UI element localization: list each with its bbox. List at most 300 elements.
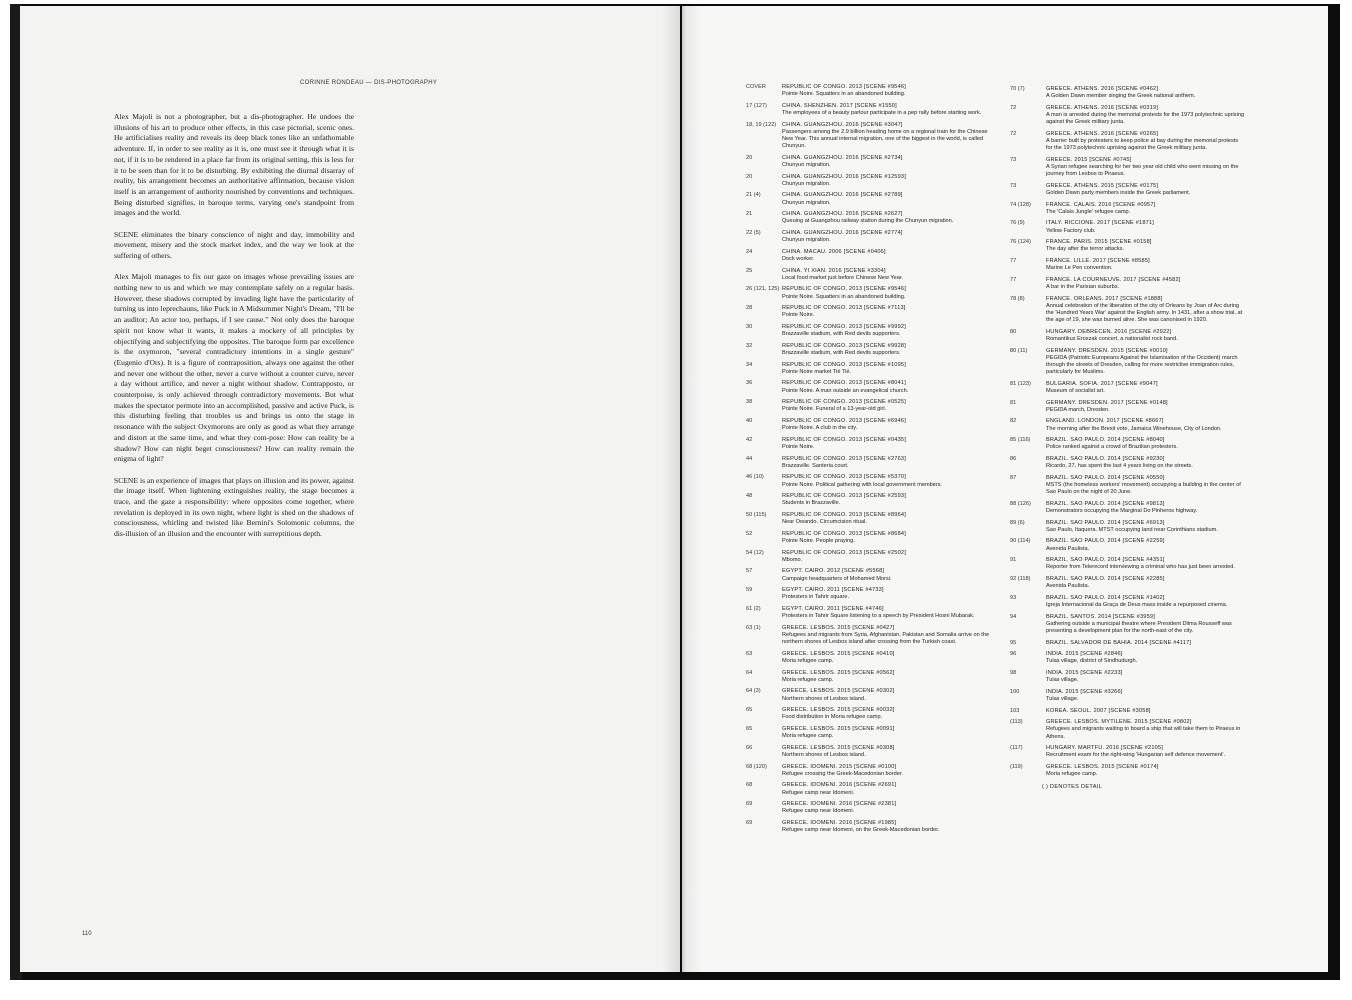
caption-entry (746, 651, 996, 665)
caption-page-ref: 61 (2) (746, 605, 761, 612)
caption-entry (1010, 277, 1246, 291)
caption-entry (1010, 105, 1246, 127)
caption-location: CHINA. GUANGZHOU. 2016 [SCENE #2774] (782, 229, 903, 236)
caption-entry (746, 474, 996, 488)
caption-entry (1010, 670, 1246, 684)
caption-text (1046, 348, 1246, 377)
caption-page-ref: 63 (1) (746, 624, 761, 631)
caption-entry (1010, 640, 1246, 647)
caption-entry (746, 174, 996, 188)
caption-description: Food distribution in Moria refugee camp. (782, 714, 883, 721)
caption-page-ref: 76 (124) (1010, 239, 1031, 246)
caption-location: EGYPT. CAIRO. 2011 [SCENE #4733] (782, 587, 884, 594)
caption-page-ref: (119) (1010, 763, 1023, 770)
caption-page-ref: 64 (746, 669, 753, 676)
caption-description: Annual celebration of the liberation of the city of Orleans by Joan of Arc during the 'Hundred Years War' against the English army. In 1431, after a show trial, at the age of 19, she was burned alive. She was canonised in 1920. (1046, 302, 1243, 324)
caption-location: CHINA. GUANGZHOU. 2016 [SCENE #2789] (782, 192, 903, 199)
caption-page-ref: 76 (9) (1010, 220, 1025, 227)
caption-page-ref: 73 (1010, 156, 1017, 163)
caption-description: The 'Calais Jungle' refugee camp. (1046, 208, 1131, 215)
caption-entry (1010, 348, 1246, 377)
caption-page-ref: 80 (11) (1010, 347, 1028, 354)
caption-entry (746, 550, 996, 564)
caption-text (1046, 400, 1246, 414)
caption-location: REPUBLIC OF CONGO. 2013 [SCENE #9928] (782, 342, 906, 349)
detail-legend: ( ) DENOTES DETAIL (1042, 784, 1102, 791)
caption-description: Yellow Factory club. (1046, 227, 1096, 234)
caption-location: GREECE. LESBOS. 2015 [SCENE #0308] (782, 744, 895, 751)
caption-location: GREECE. LESBOS. 2015 [SCENE #0427] (782, 624, 895, 631)
caption-location: BRAZIL. SAO PAULO. 2014 [SCENE #1402] (1046, 594, 1165, 601)
caption-page-ref: 44 (746, 455, 753, 462)
caption-text (1046, 557, 1246, 571)
caption-list-column-2 (1010, 86, 1246, 792)
caption-description: Pointe Noire. (782, 312, 815, 319)
caption-description: Brazzaville. Santeria court. (782, 462, 849, 469)
caption-entry (1010, 220, 1246, 234)
caption-description: Moria refugee camp. (782, 676, 834, 683)
caption-page-ref: 22 (5) (746, 229, 761, 236)
caption-page-ref: 66 (746, 744, 753, 751)
caption-text (1046, 202, 1246, 216)
caption-location: ITALY. RICCIONE. 2017 [SCENE #1871] (1046, 220, 1155, 227)
caption-location: CHINA. YI XIAN. 2016 [SCENE #3304] (782, 267, 886, 274)
caption-description: Students in Brazzaville. (782, 500, 841, 507)
caption-description: Tulas village. (1046, 677, 1079, 684)
caption-description: Protesters in Tahrir square. (782, 594, 850, 601)
caption-page-ref: 17 (127) (746, 102, 767, 109)
caption-text (782, 820, 996, 834)
caption-page-ref: 65 (746, 707, 753, 714)
caption-description: The employees of a beauty parlour participate in a pep rally before starting work. (782, 110, 982, 116)
caption-entry (1010, 576, 1246, 590)
caption-page-ref: 72 (1010, 130, 1017, 137)
caption-page-ref: 88 (126) (1010, 500, 1031, 507)
caption-text (782, 550, 996, 564)
essay-paragraph: SCENE is an experience of images that plays on illusion and its power, against the image itself. When lightening extinguishes reality, the stage becomes a trace, and the gaze a responsibility: where opposites come together, where revelation is deployed in its own night, where light is shed on the shadows of consciousness, whirling and twisted like Bernini's Solomonic columns, the dis-illusion of an illusion and the encounter with surreptitious depth. (114, 475, 354, 539)
caption-description: Museum of socialist art. (1046, 387, 1105, 394)
caption-description: Pointe Noire market Tié Tié. (782, 368, 852, 375)
caption-text (782, 726, 996, 740)
caption-location: INDIA. 2015 [SCENE #3266] (1046, 688, 1123, 695)
caption-page-ref: 28 (746, 305, 753, 312)
caption-location: BRAZIL. SAO PAULO. 2014 [SCENE #2285] (1046, 575, 1165, 582)
caption-entry (746, 155, 996, 169)
caption-text (782, 764, 996, 778)
caption-page-ref: 78 (8) (1010, 295, 1025, 302)
caption-entry (746, 211, 996, 225)
caption-text (782, 707, 996, 721)
caption-description: PEGIDA (Patriotic Europeans Against the Islamisation of the Occident) march through the streets of Dresden, calling for more restrictive immigration rules, particularly for Muslims. (1046, 354, 1238, 376)
caption-page-ref: 50 (115) (746, 511, 767, 518)
caption-location: BRAZIL. SAO PAULO. 2014 [SCENE #8040] (1046, 437, 1165, 444)
caption-text (782, 399, 996, 413)
caption-location: CHINA. GUANGZHOU. 2016 [SCENE #3047] (782, 121, 903, 128)
caption-entry (746, 587, 996, 601)
caption-entry (746, 324, 996, 338)
caption-page-ref: 95 (1010, 639, 1017, 646)
caption-entry (1010, 296, 1246, 325)
caption-page-ref: 18, 19 (122) (746, 121, 777, 128)
caption-text (1046, 764, 1246, 778)
caption-description: Marine Le Pen convention. (1046, 265, 1113, 272)
caption-text (1046, 745, 1246, 759)
caption-text (782, 587, 996, 601)
caption-entry (746, 493, 996, 507)
caption-text (1046, 614, 1246, 636)
caption-description: Chunyun migration. (782, 199, 831, 206)
caption-text (782, 801, 996, 815)
caption-entry (746, 707, 996, 721)
caption-description: Chunyun migration. (782, 162, 831, 168)
caption-page-ref: 42 (746, 436, 753, 443)
caption-text (782, 670, 996, 684)
caption-page-ref: 21 (746, 211, 753, 218)
caption-description: Sao Paulo, Itaquera. MTST occupying land near Corinthians stadium. (1046, 526, 1218, 533)
caption-text (1046, 239, 1246, 253)
caption-location: BRAZIL. SANTOS. 2014 [SCENE #3959] (1046, 613, 1155, 620)
caption-entry (1010, 456, 1246, 470)
caption-text (1046, 708, 1246, 715)
caption-page-ref: 82 (1010, 418, 1017, 425)
caption-location: GREECE. LESBOS. 2015 [SCENE #0562] (782, 669, 895, 676)
caption-text (1046, 157, 1246, 179)
caption-description: Mbomo. (782, 556, 803, 563)
caption-entry (1010, 329, 1246, 343)
caption-page-ref: 30 (746, 323, 753, 330)
caption-description: Refugees and migrants from Syria, Afghanistan, Pakistan and Somalia arrive on the northern shores of Lesbos island after crossing from the Turkish coast. (782, 631, 990, 646)
caption-location: GREECE. ATHENS. 2016 [SCENE #0265] (1046, 130, 1159, 137)
caption-location: INDIA. 2015 [SCENE #2846] (1046, 651, 1123, 658)
caption-page-ref: 48 (746, 493, 753, 500)
caption-description: Pointe Noire. Squatters in an abandoned building. (782, 91, 906, 98)
caption-location: CHINA. SHENZHEN. 2017 [SCENE #1550] (782, 102, 897, 109)
caption-description: Chunyun migration. (782, 237, 831, 244)
caption-location: FRANCE. LA COURNEUVE. 2017 [SCENE #4582] (1046, 276, 1181, 283)
caption-page-ref: 68 (120) (746, 763, 767, 770)
caption-entry (746, 568, 996, 582)
caption-text (1046, 576, 1246, 590)
caption-location: GREECE. IDOMENI. 2016 [SCENE #2691] (782, 782, 897, 789)
book-gutter (662, 6, 702, 972)
caption-page-ref: 36 (746, 380, 753, 387)
caption-location: INDIA. 2015 [SCENE #2233] (1046, 669, 1123, 676)
caption-description: Pointe Noire. A man outside an evangelical church. (782, 387, 909, 394)
caption-location: GREECE. LESBOS. 2015 [SCENE #0410] (782, 650, 895, 657)
caption-text (782, 568, 996, 582)
caption-entry (1010, 381, 1246, 395)
caption-text (782, 230, 996, 244)
caption-description: A Syrian refugee searching for her two year old child who went missing on the journey from Lesbos to Piraeus. (1046, 164, 1239, 178)
caption-text (782, 211, 996, 225)
caption-location: REPUBLIC OF CONGO. 2013 [SCENE #0435] (782, 436, 906, 443)
caption-location: GREECE. ATHENS. 2015 [SCENE #0175] (1046, 182, 1159, 189)
caption-page-ref: 91 (1010, 557, 1017, 564)
caption-description: Pointe Noire. Political gathering with local government members. (782, 481, 943, 488)
caption-text (1046, 538, 1246, 552)
caption-page-ref: 59 (746, 587, 753, 594)
caption-location: REPUBLIC OF CONGO. 2013 [SCENE #9546] (782, 286, 906, 293)
caption-text (782, 324, 996, 338)
caption-page-ref: 32 (746, 342, 753, 349)
caption-text (782, 84, 996, 98)
caption-location: GREECE. LESBOS. MYTILENE. 2015 [SCENE #0802] (1046, 719, 1192, 726)
caption-entry (746, 305, 996, 319)
caption-page-ref: 92 (118) (1010, 575, 1031, 582)
caption-page-ref: 25 (746, 267, 753, 274)
caption-page-ref: 34 (746, 361, 753, 368)
caption-description: Refugee crossing the Greek-Macedonian border. (782, 770, 903, 777)
caption-page-ref: 64 (3) (746, 688, 761, 695)
caption-page-ref: 81 (123) (1010, 380, 1031, 387)
caption-entry (746, 230, 996, 244)
caption-page-ref: 86 (1010, 455, 1017, 462)
caption-description: Campaign headquarters of Mohamed Morsi. (782, 575, 892, 582)
caption-description: Romantikus Eroszak concert, a nationalist rock band. (1046, 335, 1178, 342)
caption-entry (746, 418, 996, 432)
caption-description: PEGIDA march, Dresden. (1046, 406, 1110, 413)
caption-location: CHINA. GUANGZHOU. 2016 [SCENE #2627] (782, 211, 903, 218)
caption-page-ref: (113) (1010, 719, 1023, 726)
running-head: CORINNE RONDEAU — DIS-PHOTOGRAPHY (300, 80, 438, 86)
caption-location: BRAZIL. SAO PAULO. 2014 [SCENE #0550] (1046, 474, 1165, 481)
caption-entry (1010, 183, 1246, 197)
caption-text (782, 380, 996, 394)
caption-text (1046, 595, 1246, 609)
caption-location: GREECE. LESBOS. 2015 [SCENE #0032] (782, 707, 895, 714)
caption-entry (746, 625, 996, 647)
caption-text (1046, 105, 1246, 127)
caption-text (1046, 456, 1246, 470)
caption-text (782, 651, 996, 665)
caption-text (782, 745, 996, 759)
caption-description: Refugee camp near Idomeni. (782, 789, 855, 796)
caption-text (782, 531, 996, 545)
caption-description: A man is arrested during the memorial protests for the 1973 polytechnic uprising against the Greek military junta. (1046, 112, 1245, 126)
caption-page-ref: 65 (746, 725, 753, 732)
caption-location: REPUBLIC OF CONGO. 2013 [SCENE #2763] (782, 455, 906, 462)
caption-location: REPUBLIC OF CONGO. 2013 [SCENE #9992] (782, 323, 906, 330)
caption-entry (746, 820, 996, 834)
caption-location: REPUBLIC OF CONGO. 2013 [SCENE #5370] (782, 474, 906, 481)
caption-description: The morning after the Brexit vote, Jamaica Winehouse, City of London. (1046, 425, 1222, 432)
caption-description: Igreja Internacional da Graça de Deus mass inside a repurposed cinema. (1046, 601, 1228, 608)
caption-text (1046, 220, 1246, 234)
caption-location: CHINA. GUANGZHOU. 2016 [SCENE #12593] (782, 173, 906, 180)
caption-description: Local food market just before Chinese New Year. (782, 274, 903, 281)
caption-entry (746, 84, 996, 98)
caption-entry (1010, 475, 1246, 497)
caption-description: A barrier built by protesters to keep police at bay during the memorial protests for the 1973 polytechnic uprising against the Greek military junta. (1046, 138, 1239, 152)
caption-page-ref: 100 (1010, 688, 1020, 695)
caption-text (782, 174, 996, 188)
caption-location: REPUBLIC OF CONGO. 2013 [SCENE #8041] (782, 380, 906, 387)
caption-description: Avenida Paulista. (1046, 545, 1090, 552)
caption-location: CHINA. GUANGZHOU. 2016 [SCENE #2734] (782, 154, 903, 161)
caption-description: Moria refugee camp. (782, 733, 834, 740)
caption-text (1046, 381, 1246, 395)
caption-page-ref: 52 (746, 530, 753, 537)
page-number: 110 (82, 931, 92, 937)
caption-description: Refugee camp near Idomeni. (782, 808, 855, 815)
caption-entry (746, 103, 996, 117)
caption-location: REPUBLIC OF CONGO. 2013 [SCENE #0525] (782, 399, 906, 406)
caption-entry (1010, 258, 1246, 272)
caption-page-ref: 93 (1010, 594, 1017, 601)
caption-location: BRAZIL. SAO PAULO. 2014 [SCENE #9813] (1046, 500, 1165, 507)
caption-text (1046, 437, 1246, 451)
caption-description: Refugee camp near Idomeni, on the Greek-Macedonian border. (782, 827, 940, 834)
caption-location: BRAZIL. SAO PAULO. 2014 [SCENE #9230] (1046, 455, 1165, 462)
caption-description: Pointe Noire. Squatters in an abandoned building. (782, 293, 906, 300)
caption-entry (746, 122, 996, 151)
caption-page-ref: 26 (121, 125) (746, 286, 780, 293)
caption-text (782, 688, 996, 702)
caption-text (1046, 651, 1246, 665)
caption-page-ref: 69 (746, 819, 753, 826)
caption-description: MSTS (the homeless workers' movement) occupying a building in the center of Sao Paulo on the night of 20 June. (1046, 481, 1241, 496)
caption-description: Brazzaville stadium, with Red devils supporters. (782, 349, 901, 356)
caption-description: Moria refugee camp. (1046, 771, 1098, 778)
caption-description: Moria refugee camp. (782, 657, 834, 664)
caption-entry (746, 745, 996, 759)
caption-location: GREECE. IDOMENI. 2015 [SCENE #0100] (782, 763, 897, 770)
caption-entry (746, 380, 996, 394)
caption-location: REPUBLIC OF CONGO. 2013 [SCENE #8964] (782, 511, 906, 518)
caption-entry (1010, 745, 1246, 759)
caption-page-ref: 77 (1010, 257, 1017, 264)
caption-entry (1010, 437, 1246, 451)
caption-location: GREECE. IDOMENI. 2016 [SCENE #1985] (782, 819, 897, 826)
caption-location: GREECE. ATHENS. 2016 [SCENE #0462] (1046, 86, 1159, 92)
caption-entry (1010, 418, 1246, 432)
caption-location: GREECE. LESBOS. 2015 [SCENE #0174] (1046, 763, 1159, 770)
caption-description: Pointe Noire. A club in the city. (782, 425, 858, 432)
caption-entry (1010, 202, 1246, 216)
caption-page-ref: 24 (746, 248, 753, 255)
caption-text (782, 103, 996, 117)
caption-text (1046, 86, 1246, 100)
caption-page-ref: 63 (746, 650, 753, 657)
caption-page-ref: 57 (746, 568, 753, 575)
caption-entry (746, 286, 996, 300)
caption-description: Northern shores of Lesbos island. (782, 751, 866, 758)
caption-location: FRANCE. PARIS. 2015 [SCENE #0158] (1046, 239, 1152, 246)
caption-location: ENGLAND. LONDON. 2017 [SCENE #8667] (1046, 418, 1164, 425)
caption-page-ref: (117) (1010, 745, 1023, 752)
caption-description: Protesters in Tahrir Square listening to a speech by President Hosni Mubarak. (782, 613, 975, 620)
caption-page-ref: 96 (1010, 651, 1017, 658)
caption-entry (746, 399, 996, 413)
caption-description: Avenida Paulista. (1046, 583, 1090, 590)
caption-text (1046, 418, 1246, 432)
caption-description: Demonstrators occupying the Marginal Do Pinheros highway. (1046, 507, 1198, 514)
caption-text (782, 512, 996, 526)
caption-location: GREECE. 2015 [SCENE #0745] (1046, 156, 1132, 163)
caption-entry (1010, 131, 1246, 153)
caption-description: Gathering outside a municipal theatre where President Dilma Rousseff was presenting a development plan for the north-east of the city. (1046, 620, 1232, 634)
caption-entry (1010, 651, 1246, 665)
caption-text (782, 474, 996, 488)
caption-location: REPUBLIC OF CONGO. 2013 [SCENE #6946] (782, 417, 906, 424)
caption-location: REPUBLIC OF CONGO. 2013 [SCENE #2502] (782, 549, 906, 556)
caption-page-ref: 89 (6) (1010, 519, 1025, 526)
caption-entry (746, 726, 996, 740)
caption-text (782, 268, 996, 282)
caption-location: GREECE. LESBOS. 2015 [SCENE #0091] (782, 725, 895, 732)
caption-entry (746, 531, 996, 545)
caption-entry (746, 512, 996, 526)
caption-text (1046, 670, 1246, 684)
caption-entry (746, 670, 996, 684)
caption-location: FRANCE. CALAIS. 2016 [SCENE #0957] (1046, 201, 1156, 208)
caption-location: GERMANY. DRESDEN. 2017 [SCENE #0148] (1046, 399, 1168, 406)
caption-entry (1010, 239, 1246, 253)
caption-text (1046, 501, 1246, 515)
caption-entry (746, 192, 996, 206)
caption-description: Northern shores of Lesbos island. (782, 695, 866, 702)
caption-entry (746, 801, 996, 815)
caption-page-ref: COVER (746, 84, 766, 90)
caption-text (1046, 296, 1246, 325)
caption-description: The day after the terror attacks. (1046, 246, 1125, 253)
caption-text (782, 782, 996, 796)
caption-page-ref: 54 (12) (746, 549, 764, 556)
caption-entry (746, 268, 996, 282)
caption-entry (746, 249, 996, 263)
caption-entry (746, 343, 996, 357)
caption-description: Recruitment exam for the right-wing 'Hungarian self defence movement'. (1046, 752, 1226, 759)
caption-entry (746, 456, 996, 470)
caption-text (782, 606, 996, 620)
caption-page-ref: 40 (746, 417, 753, 424)
caption-location: FRANCE. ORLEANS. 2017 [SCENE #1888] (1046, 295, 1163, 302)
caption-description: Reporter from Telerecord interviewing a criminal who has just been arrested. (1046, 564, 1235, 571)
caption-page-ref: 73 (1010, 182, 1017, 189)
essay-paragraph: Alex Majoli is not a photographer, but a dis-photographer. He undoes the illusions of his art to produce other effects, in this case pictorial, scenic ones. He artificialises reality and reveals its deep black tones like an unfathomable adventure. If, in order to see reality as it is, one must see it through what it is not, if it is to be rendered in a place far from its original setting, this is less for it to be seen than for it to be disturbing. By exhibiting the diurnal disarray of reality, his arrangement becomes an authoritative affirmation, because vision itself is an arrangement of authority nourished by conventions and techniques. Being disturbed signifies, in baroque terms, varying one's standpoint from images and the world. (114, 112, 354, 218)
caption-text (1046, 520, 1246, 534)
caption-entry (1010, 557, 1246, 571)
caption-location: BRAZIL. SAO PAULO. 2014 [SCENE #6913] (1046, 519, 1165, 526)
caption-page-ref: 90 (114) (1010, 538, 1031, 545)
caption-location: GREECE. IDOMENI. 2016 [SCENE #2381] (782, 801, 897, 808)
caption-text (1046, 640, 1246, 647)
caption-page-ref: 80 (1010, 328, 1017, 335)
caption-description: Pointe Noire. People praying. (782, 537, 855, 544)
caption-entry (1010, 86, 1246, 100)
caption-description: Tulas village, district of Sindhudurgh. (1046, 658, 1138, 665)
caption-page-ref: 98 (1010, 669, 1017, 676)
caption-location: EGYPT. CAIRO. 2011 [SCENE #4746] (782, 605, 884, 612)
caption-description: A bar in the Parisian suburbs. (1046, 283, 1120, 290)
caption-text (782, 493, 996, 507)
caption-location: REPUBLIC OF CONGO. 2013 [SCENE #7113] (782, 305, 906, 312)
caption-description: Chunyun migration. (782, 180, 831, 187)
caption-text (1046, 258, 1246, 272)
caption-location: BRAZIL. SAO PAULO. 2014 [SCENE #2259] (1046, 538, 1165, 545)
caption-page-ref: 46 (10) (746, 474, 764, 481)
caption-list-column-1 (746, 84, 996, 839)
caption-entry (1010, 501, 1246, 515)
caption-entry (746, 688, 996, 702)
caption-location: HUNGARY. MARTFU. 2016 [SCENE #2105] (1046, 745, 1164, 752)
caption-entry (1010, 719, 1246, 741)
caption-location: CHINA. MACAU. 2006 [SCENE #0406] (782, 248, 886, 255)
caption-location: HUNGARY. DEBRECEN. 2016 [SCENE #2922] (1046, 328, 1172, 335)
caption-entry (1010, 157, 1246, 179)
caption-entry (1010, 520, 1246, 534)
caption-entry (1010, 764, 1246, 778)
